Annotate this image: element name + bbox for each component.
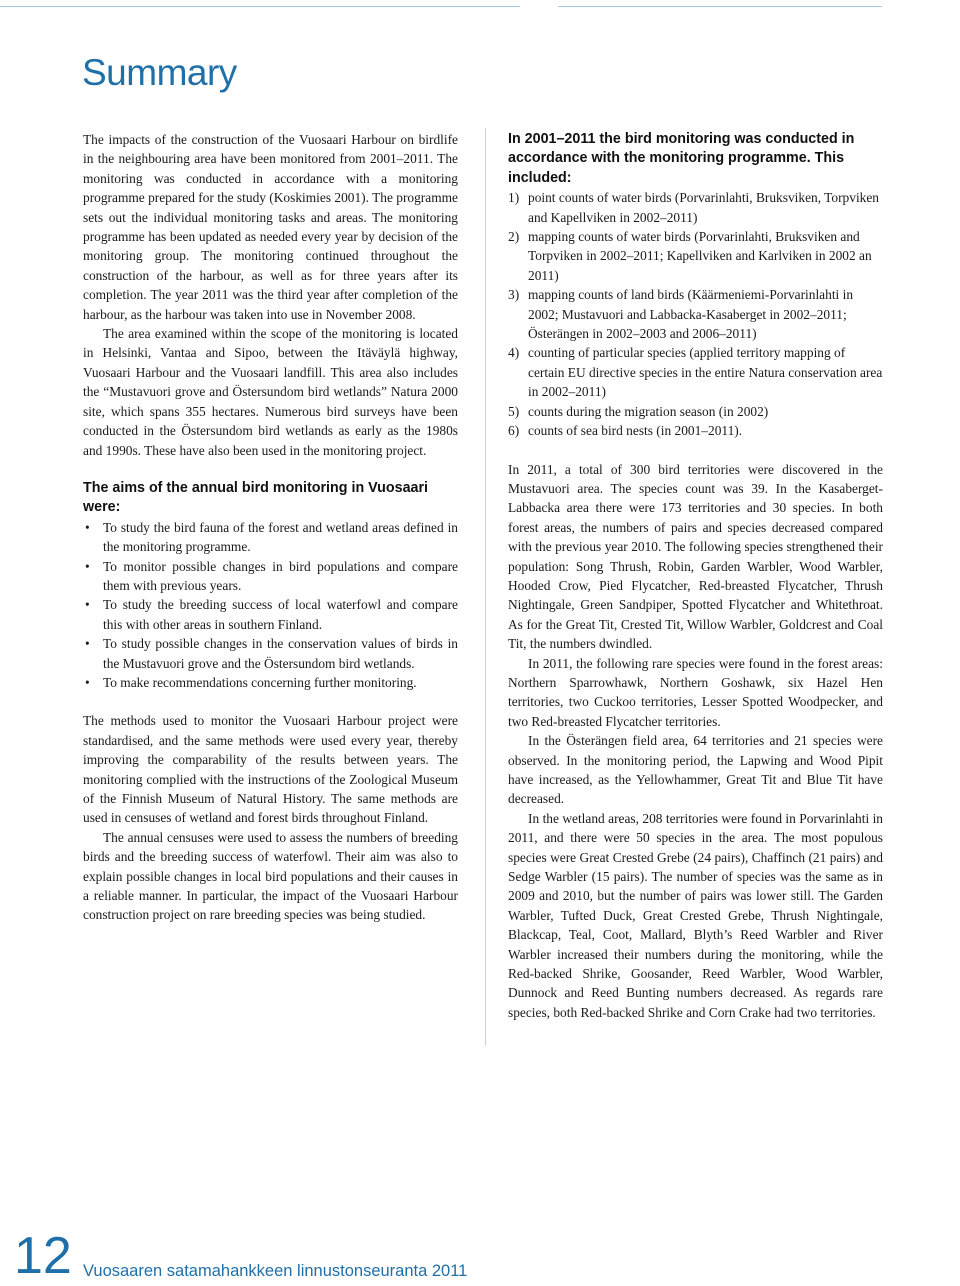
item-text: mapping counts of water birds (Porvarinlahti, Bruksviken and Torpviken in 2002–2011; Kapellviken and Karlviken in 2002 an 2011)	[528, 229, 872, 283]
aims-list-item: • To make recommendations concerning further monitoring.	[83, 673, 458, 692]
left-column	[83, 130, 458, 925]
results-paragraph-1: In 2011, a total of 300 bird territories were discovered in the Mustavuori area. The species count was 39. In the Kasaberget-Labbacka area there were 173 territories and 30 species. In both forest areas, the numbers of pairs and species decreased compared with the previous year 2010. The following species strengthened their population: Song Thrush, Robin, Garden Warbler, Wood Warbler, Hooded Crow, Pied Flycatcher, Red-breasted Flycatcher, Thrush Nightingale, Green Sandpiper, Spotted Flycatcher and Whitethroat. As for the Great Tit, Crested Tit, Willow Warbler, Goldcrest and Coal Tit, the numbers dwindled.	[508, 461, 883, 652]
item-text: mapping counts of land birds (Käärmeniemi-Porvarinlahti in 2002; Mustavuori and Labbacka-Kasaberget in 2002–2011; Österängen in 2002–2003 and 2006–2011)	[528, 287, 854, 342]
item-number: 2)	[508, 229, 520, 245]
page-title: Summary	[82, 52, 237, 93]
item-text: counting of particular species (applied territory mapping of certain EU directive species in the entire Natura conservation area in 2002–2011)	[528, 345, 883, 400]
results-paragraph-3: In the Österängen field area, 64 territories and 21 species were observed. In the monitoring period, the Lapwing and Wood Pipit have increased, as the Yellowhammer, Great Tit and Blue Tit have decreased.	[508, 733, 883, 807]
item-text: point counts of water birds (Porvarinlahti, Bruksviken, Torpviken and Kapellviken in 2002–2011)	[528, 190, 880, 225]
aims-list-item: • To study the breeding success of local waterfowl and compare this with other areas in southern Finland.	[83, 595, 458, 634]
column-divider	[485, 128, 486, 1046]
monitoring-task-item	[508, 227, 883, 285]
item-number: 1)	[508, 190, 520, 206]
item-number: 6)	[508, 423, 520, 439]
methods-paragraph-1: The methods used to monitor the Vuosaari Harbour project were standardised, and the same methods were used every year, thereby improving the comparability of the results between years. The monitoring complied with the instructions of the Zoological Museum of the Finnish Museum of Natural History. The same methods are used in censuses of wetland and forest birds throughout Finland.	[83, 713, 458, 826]
monitoring-task-item	[508, 188, 883, 227]
monitoring-task-item	[508, 285, 883, 343]
monitoring-task-item	[508, 343, 883, 401]
aims-list-item: • To monitor possible changes in bird populations and compare them with previous years.	[83, 557, 458, 596]
methods-paragraph-2: The annual censuses were used to assess the numbers of breeding birds and the breeding success of waterfowl. Their aim was also to explain possible changes in local bird populations and their causes in a reliable manner. In particular, the impact of the Vuosaari Harbour construction project on rare breeding species was being studied.	[83, 829, 458, 923]
item-number: 4)	[508, 345, 520, 361]
publication-title: Vuosaaren satamahankkeen linnustonseuranta 2011	[83, 1262, 468, 1280]
top-rule-right	[558, 6, 882, 7]
right-column	[508, 130, 883, 1022]
results-paragraph-2: In 2011, the following rare species were found in the forest areas: Northern Sparrowhawk, Northern Goshawk, six Hazel Hen territories, two Cuckoo territories, Lesser Spotted Woodpecker, and two Red-breasted Flycatcher territories.	[508, 655, 883, 729]
page-number: 12	[14, 1227, 72, 1285]
aims-heading: The aims of the annual bird monitoring in Vuosaari were:	[83, 479, 429, 516]
monitoring-task-item	[508, 402, 883, 421]
aims-list	[83, 518, 458, 693]
intro-paragraph-1: The impacts of the construction of the Vuosaari Harbour on birdlife in the neighbouring area have been monitored from 2001–2011. The monitoring was conducted in accordance with a monitoring programme prepared for the study (Koskimies 2001). The programme sets out the individual monitoring tasks and areas. The monitoring programme has been updated as needed every year by decision of the monitoring group. The monitoring continued throughout the construction of the harbour, as well as for three years after its completion. The year 2011 was the third year after completion of the harbour, as the harbour was taken into use in November 2008.	[83, 132, 458, 322]
results-paragraph-4: In the wetland areas, 208 territories were found in Porvarinlahti in 2011, and there were 50 species in the area. The most populous species were Great Crested Grebe (24 pairs), Chaffinch (21 pairs) and Sedge Warbler (15 pairs). The number of species was the same as in 2009 and 2010, but the number of pairs was lower still. The Garden Warbler, Tufted Duck, Great Crested Grebe, Thrush Nightingale, Blackcap, Teal, Coot, Mallard, Blyth’s Reed Warbler and River Warbler increased their numbers during the monitoring, while the Red-backed Shrike, Goosander, Reed Warbler, Wood Warbler, Dunnock and Reed Bunting numbers decreased. As regards rare species, both Red-backed Shrike and Corn Crake had two territories.	[508, 810, 883, 1020]
aims-list-item: • To study possible changes in the conservation values of birds in the Mustavuori grove and the Östersundom bird wetlands.	[83, 634, 458, 673]
monitoring-tasks-list	[508, 188, 883, 440]
aims-list-item: • To study the bird fauna of the forest and wetland areas defined in the monitoring programme.	[83, 518, 458, 557]
spacer	[83, 460, 458, 479]
item-number: 3)	[508, 287, 520, 303]
monitoring-heading: In 2001–2011 the bird monitoring was conducted in accordance with the monitoring programme. This included:	[508, 131, 855, 186]
item-text: counts during the migration season (in 2002)	[528, 403, 769, 419]
item-number: 5)	[508, 403, 520, 419]
spacer	[83, 692, 458, 711]
intro-paragraph-2: The area examined within the scope of the monitoring is located in Helsinki, Vantaa and Sipoo, between the Itäväylä highway, Vuosaari Harbour and the Vuosaari landfill. This area also includes the “Mustavuori grove and Östersundom bird wetlands” Natura 2000 site, which spans 355 hectares. Numerous bird surveys have been conducted in the Östersundom bird wetlands as early as the 1980s and 1990s. These have also been used in the monitoring project.	[83, 326, 458, 458]
monitoring-task-item	[508, 421, 883, 440]
item-text: counts of sea bird nests (in 2001–2011).	[528, 423, 743, 439]
spacer	[508, 441, 883, 460]
top-rule-left	[0, 6, 520, 7]
